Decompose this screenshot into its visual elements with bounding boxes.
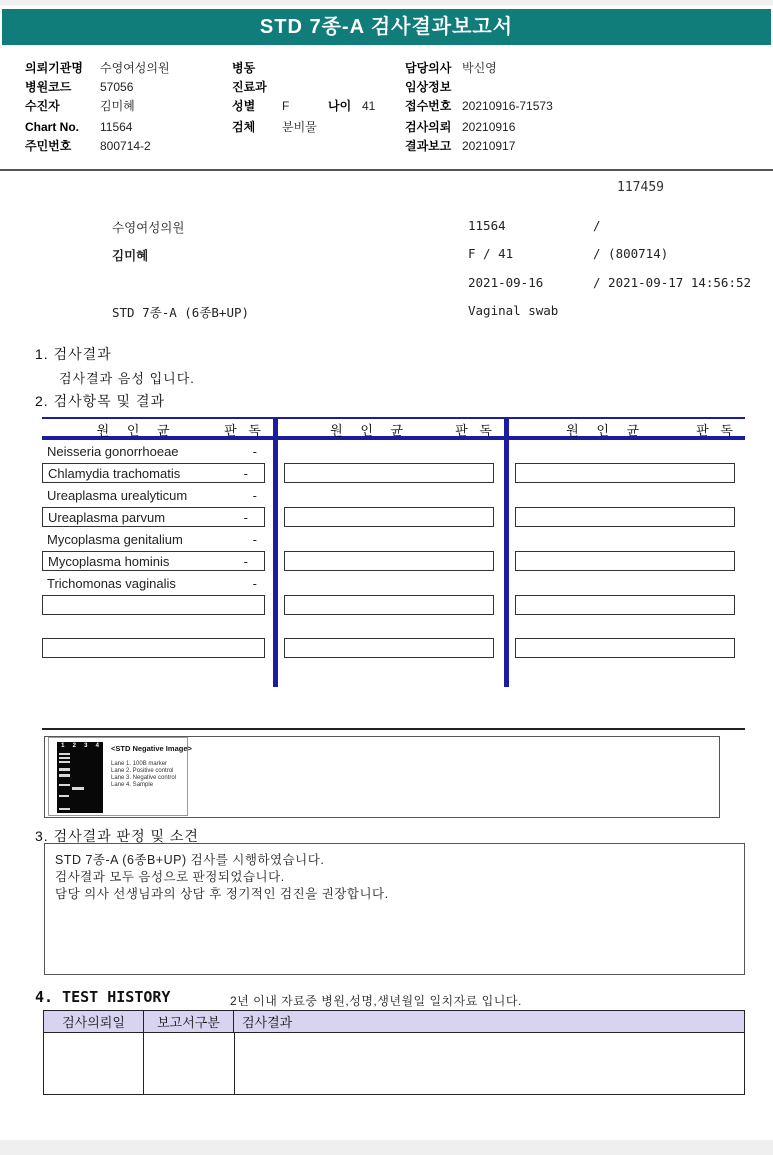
field-label: 결과보고 <box>405 139 452 153</box>
summary-specimen: Vaginal swab <box>468 303 559 318</box>
gel-section-rule <box>42 728 745 730</box>
pathogen-column-group-3 <box>509 419 745 659</box>
empty-row <box>509 440 745 462</box>
group-header <box>42 419 273 440</box>
summary-row-test <box>0 303 773 319</box>
result-header: 판 독 <box>224 423 261 438</box>
field-label: 성별 <box>232 99 256 113</box>
info-row-report-date <box>405 136 750 155</box>
info-row-doctor <box>405 58 750 77</box>
empty-result-box <box>515 638 735 658</box>
summary-request-date: 2021-09-16 <box>468 275 544 290</box>
section3-comment-box <box>44 843 745 975</box>
patient-info-col1 <box>25 58 230 155</box>
info-row-department <box>232 77 404 96</box>
pathogen-result: - <box>252 487 257 503</box>
history-header-request-date: 검사의뢰일 <box>44 1011 144 1032</box>
pathogen-row <box>42 528 273 550</box>
summary-hospital: 수영여성의원 <box>112 220 185 235</box>
pathogen-row <box>42 551 265 571</box>
field-label: 병원코드 <box>25 80 72 94</box>
report-title-bar <box>2 9 771 45</box>
lane-number: 1 <box>61 743 65 749</box>
info-row-sex-age <box>232 96 404 115</box>
marker-band <box>59 768 70 771</box>
history-header-row <box>43 1010 745 1033</box>
result-header: 판 독 <box>455 423 492 438</box>
summary-test-name: STD 7종-A (6종B+UP) <box>112 305 250 320</box>
report-title: STD 7종-A 검사결과보고서 <box>259 16 514 38</box>
gel-legend-line: Lane 1. 100B marker <box>111 761 168 767</box>
gel-image-panel <box>48 737 192 816</box>
field-label: Chart No. <box>25 119 79 134</box>
sample-band <box>72 787 84 790</box>
table-gap <box>278 616 504 637</box>
section2-title: 2. 검사항목 및 결과 <box>35 393 166 409</box>
history-empty-body <box>43 1033 745 1095</box>
pathogen-row <box>42 484 273 506</box>
comment-line: 검사결과 모두 음성으로 판정되었습니다. <box>55 870 285 884</box>
empty-result-box <box>284 507 494 527</box>
empty-result-box <box>284 638 494 658</box>
empty-result-box <box>515 551 735 571</box>
test-history-table <box>43 1010 745 1095</box>
field-label: 검사의뢰 <box>405 120 452 134</box>
field-value: 800714-2 <box>100 138 151 153</box>
info-row-hospital-code <box>25 77 230 96</box>
summary-row-hospital <box>0 218 773 234</box>
info-row-chart-no <box>25 117 230 136</box>
marker-band <box>59 761 70 763</box>
comment-line: 담당 의사 선생님과의 상담 후 정기적인 검진을 권장합니다. <box>55 887 389 901</box>
history-column-divider <box>143 1033 144 1095</box>
lane-number: 3 <box>84 743 88 749</box>
empty-result-box <box>284 595 494 615</box>
info-row-request-date <box>405 117 750 136</box>
field-value: 20210916 <box>462 119 516 134</box>
empty-result-box <box>515 595 735 615</box>
patient-info-col2 <box>232 58 404 136</box>
field-value: 41 <box>362 98 376 113</box>
patient-info-col3 <box>405 58 750 155</box>
summary-report-datetime: / 2021-09-17 14:56:52 <box>593 275 752 290</box>
field-value: 20210917 <box>462 138 516 153</box>
field-value: 박신영 <box>462 61 497 75</box>
summary-row-patient <box>0 246 773 262</box>
empty-row <box>509 528 745 550</box>
gel-legend <box>111 761 187 789</box>
summary-patient-name: 김미혜 <box>112 248 149 263</box>
field-label: 의뢰기관명 <box>25 61 83 75</box>
pathogen-header: 원 인 균 <box>566 423 640 438</box>
gel-legend-line: Lane 2. Positive control <box>111 768 174 774</box>
info-row-resident-no <box>25 136 230 155</box>
field-value: 김미혜 <box>100 99 135 113</box>
pathogen-name: Ureaplasma parvum <box>48 509 166 525</box>
table-gap <box>509 616 745 637</box>
pathogen-name: Neisseria gonorrhoeae <box>47 443 179 459</box>
field-label: 접수번호 <box>405 99 452 113</box>
field-value: 20210916-71573 <box>462 98 553 113</box>
pathogen-name: Trichomonas vaginalis <box>47 575 176 591</box>
pathogen-result-table <box>42 417 745 687</box>
gel-caption <box>111 744 192 789</box>
empty-row <box>278 528 504 550</box>
lane-number: 4 <box>95 743 99 749</box>
pathogen-result: - <box>252 443 257 459</box>
bottom-window-strip <box>0 1140 773 1155</box>
pathogen-name: Ureaplasma urealyticum <box>47 487 188 503</box>
pathogen-name: Chlamydia trachomatis <box>48 465 181 481</box>
marker-band <box>59 795 69 797</box>
pathogen-row <box>42 572 273 594</box>
pathogen-row <box>42 463 265 483</box>
header-divider-line <box>0 169 773 171</box>
group-header <box>509 419 745 440</box>
table-gap <box>42 616 273 637</box>
empty-result-box <box>284 463 494 483</box>
field-value: 11564 <box>100 119 133 134</box>
field-label: 병동 <box>232 61 256 75</box>
gel-caption-title: <STD Negative Image> <box>111 744 192 753</box>
field-label: 임상정보 <box>405 80 452 94</box>
summary-slash: / <box>593 218 601 233</box>
pathogen-header: 원 인 균 <box>96 423 170 438</box>
comment-line: STD 7종-A (6종B+UP) 검사를 시행하였습니다. <box>55 853 325 867</box>
lane-number: 2 <box>72 743 76 749</box>
field-value: 57056 <box>100 79 134 94</box>
summary-row-dates <box>0 275 773 291</box>
summary-birth: / (800714) <box>593 246 669 261</box>
field-label: 수진자 <box>25 99 60 113</box>
gel-legend-line: Lane 4. Sample <box>111 782 154 788</box>
section1-result-text: 검사결과 음성 입니다. <box>59 371 195 386</box>
section4-title: 4. TEST HISTORY <box>35 988 171 1006</box>
marker-band <box>59 753 70 755</box>
empty-result-box <box>515 463 735 483</box>
section3-title: 3. 검사결과 판정 및 소견 <box>35 828 199 844</box>
field-value: 분비물 <box>282 120 317 134</box>
empty-result-box <box>42 595 265 615</box>
section1-title: 1. 검사결과 <box>35 346 112 362</box>
empty-result-box <box>515 507 735 527</box>
empty-result-box <box>284 551 494 571</box>
gel-electrophoresis-image <box>57 742 103 813</box>
history-header-result: 검사결과 <box>242 1015 293 1030</box>
info-row-ward <box>232 58 404 77</box>
info-row-clinical-info <box>405 77 750 96</box>
pathogen-row <box>42 440 273 462</box>
empty-result-box <box>42 638 265 658</box>
pathogen-name: Mycoplasma genitalium <box>47 531 183 547</box>
top-window-strip <box>0 0 773 6</box>
gel-legend-line: Lane 3. Negative control <box>111 775 177 781</box>
group-header <box>278 419 504 440</box>
empty-row <box>278 440 504 462</box>
section4-note: 2년 이내 자료중 병원,성명,생년월일 일치자료 입니다. <box>230 994 522 1008</box>
empty-row <box>509 572 745 594</box>
gel-lane-numbers <box>57 743 103 749</box>
reference-number: 117459 <box>617 180 664 195</box>
field-value: F <box>282 98 290 113</box>
pathogen-name: Mycoplasma hominis <box>48 553 170 569</box>
pathogen-column-group-1 <box>42 419 273 659</box>
summary-chart-no: 11564 <box>468 218 506 233</box>
marker-band <box>59 774 70 777</box>
empty-row <box>509 484 745 506</box>
field-label: 담당의사 <box>405 61 452 75</box>
pathogen-result: - <box>252 531 257 547</box>
summary-sex-age: F / 41 <box>468 246 514 261</box>
empty-row <box>278 572 504 594</box>
field-label: 검체 <box>232 120 256 134</box>
field-value: 수영여성의원 <box>100 61 170 75</box>
marker-band <box>59 757 70 759</box>
pathogen-result: - <box>243 509 248 525</box>
pathogen-column-group-2 <box>278 419 504 659</box>
info-row-receipt-no <box>405 96 750 115</box>
history-column-divider <box>234 1033 235 1095</box>
result-header: 판 독 <box>696 423 733 438</box>
pathogen-result: - <box>243 465 248 481</box>
empty-row <box>278 484 504 506</box>
pathogen-row <box>42 507 265 527</box>
info-row-institution <box>25 58 230 77</box>
info-row-specimen <box>232 117 404 136</box>
field-label: 진료과 <box>232 80 267 94</box>
history-header-report-type: 보고서구분 <box>144 1011 234 1032</box>
info-row-patient-name <box>25 96 230 115</box>
field-label: 주민번호 <box>25 139 72 153</box>
marker-band <box>59 784 70 786</box>
marker-band <box>59 808 70 810</box>
pathogen-result: - <box>243 553 248 569</box>
pathogen-result: - <box>252 575 257 591</box>
pathogen-header: 원 인 균 <box>330 423 404 438</box>
field-label: 나이 <box>328 99 352 113</box>
